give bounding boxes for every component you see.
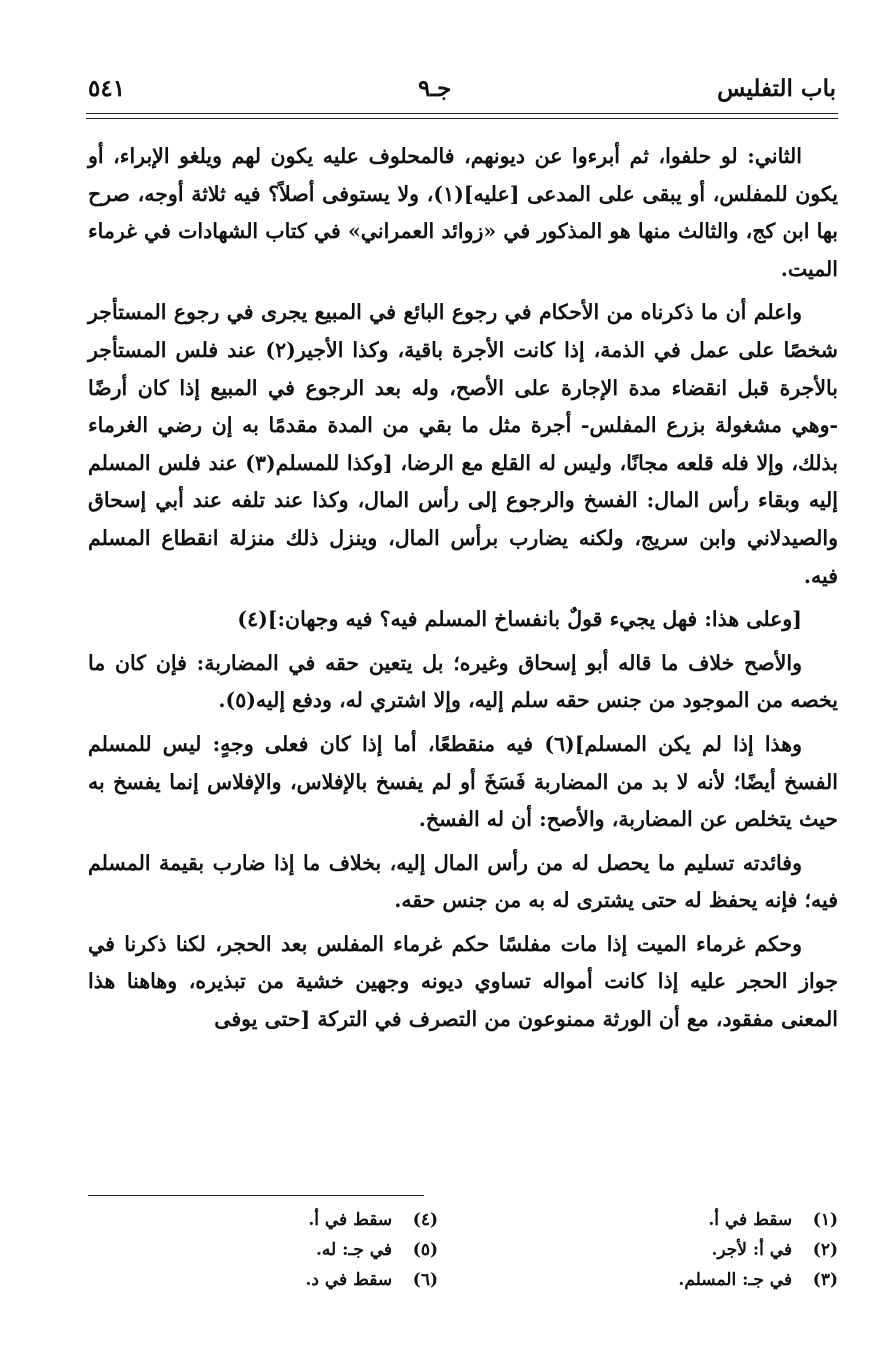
- paragraph: واعلم أن ما ذكرناه من الأحكام في رجوع البائع في المبيع يجرى في رجوع المستأجر شخصًا على عمل في الذمة، إذا كانت الأجرة باقية، وكذا الأجير(٢) عند فلس المستأجر بالأجرة قبل انقضاء مدة الإجارة على الأصح، وله بعد الرجوع في المبيع إذا كان أرضًا -وهي مشغولة بزرع المفلس- أجرة مثل ما بقي من المدة مقدمًا به إن رضي الغرماء بذلك، وإلا فله قلعه مجانًا، وليس له القلع مع الرضا، [وكذا للمسلم(٣) عند فلس المسلم إليه وبقاء رأس المال: الفسخ والرجوع إلى رأس المال، وكذا عند تلفه عند أبي إسحاق والصيدلاني وابن سريج، ولكنه يضارب برأس المال، وينزل ذلك منزلة انقطاع المسلم فيه.: [88, 300, 838, 588]
- footnote-text: سقط في أ.: [308, 1210, 393, 1230]
- footnotes: [88, 1205, 838, 1315]
- paragraph: وهذا إذا لم يكن المسلم](٦) فيه منقطعًا، أما إذا كان فعلى وجهٍ: ليس للمسلم الفسخ أيضًا؛ لأنه لا بد من المضاربة فَسَخَ أو لم يفسخ بالإفلاس، والإفلاس إنما يفسخ به حيث يتخلص عن المضاربة، والأصح: أن له الفسخ.: [88, 731, 838, 832]
- footnote-number: (٦): [412, 1270, 438, 1290]
- footnote-separator: [88, 1195, 424, 1196]
- footnote: [498, 1235, 838, 1265]
- footnote-text: في جـ: المسلم.: [678, 1270, 793, 1290]
- paragraph: الثاني: لو حلفوا، ثم أبرءوا عن ديونهم، فالمحلوف عليه يكون لهم ويلغو الإبراء، أو يكون للمفلس، أو يبقى على المدعى [عليه](١)، ولا يستوفى أصلاً؟ فيه ثلاثة أوجه، صرح بها ابن كج، والثالث منها هو المذكور في «زوائد العمراني» في كتاب الشهادات في غرماء الميت.: [88, 144, 838, 281]
- paragraph: [وعلى هذا: فهل يجيء قولٌ بانفساخ المسلم فيه؟ فيه وجهان:](٤): [237, 607, 802, 632]
- footnote: [498, 1265, 838, 1295]
- footnote-column-right: [498, 1205, 838, 1295]
- footnote-number: (٤): [412, 1210, 438, 1230]
- chapter-title: باب التفليس: [717, 75, 836, 102]
- footnote: [98, 1265, 438, 1295]
- main-text: [88, 138, 838, 1045]
- running-header: [88, 72, 836, 108]
- footnote-number: (٣): [812, 1270, 838, 1290]
- header-rule-bottom: [86, 118, 838, 119]
- footnote-text: سقط في أ.: [708, 1210, 793, 1230]
- footnote-number: (١): [812, 1210, 838, 1230]
- paragraph: والأصح خلاف ما قاله أبو إسحاق وغيره؛ بل يتعين حقه في المضاربة: فإن كان ما يخصه من الموجود من جنس حقه سلم إليه، وإلا اشتري له، ودفع إليه(٥).: [88, 650, 838, 713]
- footnote-text: في جـ: له.: [315, 1240, 393, 1260]
- footnote-number: (٥): [412, 1240, 438, 1260]
- header-rule-top: [86, 113, 838, 114]
- page-number: ٥٤١: [88, 75, 126, 102]
- footnote: [98, 1205, 438, 1235]
- footnote-column-left: [98, 1205, 438, 1295]
- volume-label: جـ٩: [418, 75, 452, 102]
- footnote-number: (٢): [812, 1240, 838, 1260]
- footnote-text: سقط في د.: [305, 1270, 393, 1290]
- footnote: [98, 1235, 438, 1265]
- footnote: [498, 1205, 838, 1235]
- paragraph: وفائدته تسليم ما يحصل له من رأس المال إليه، بخلاف ما إذا ضارب بقيمة المسلم فيه؛ فإنه يحفظ له حتى يشترى له به من جنس حقه.: [88, 850, 838, 913]
- footnote-text: في أ: لأجر.: [711, 1240, 793, 1260]
- paragraph: وحكم غرماء الميت إذا مات مفلسًا حكم غرماء المفلس بعد الحجر، لكنا ذكرنا في جواز الحجر عليه إذا كانت أمواله تساوي ديونه وجهين خشية من تبذيره، وهاهنا هذا المعنى مفقود، مع أن الورثة ممنوعون من التصرف في التركة [حتى يوفى: [88, 931, 838, 1032]
